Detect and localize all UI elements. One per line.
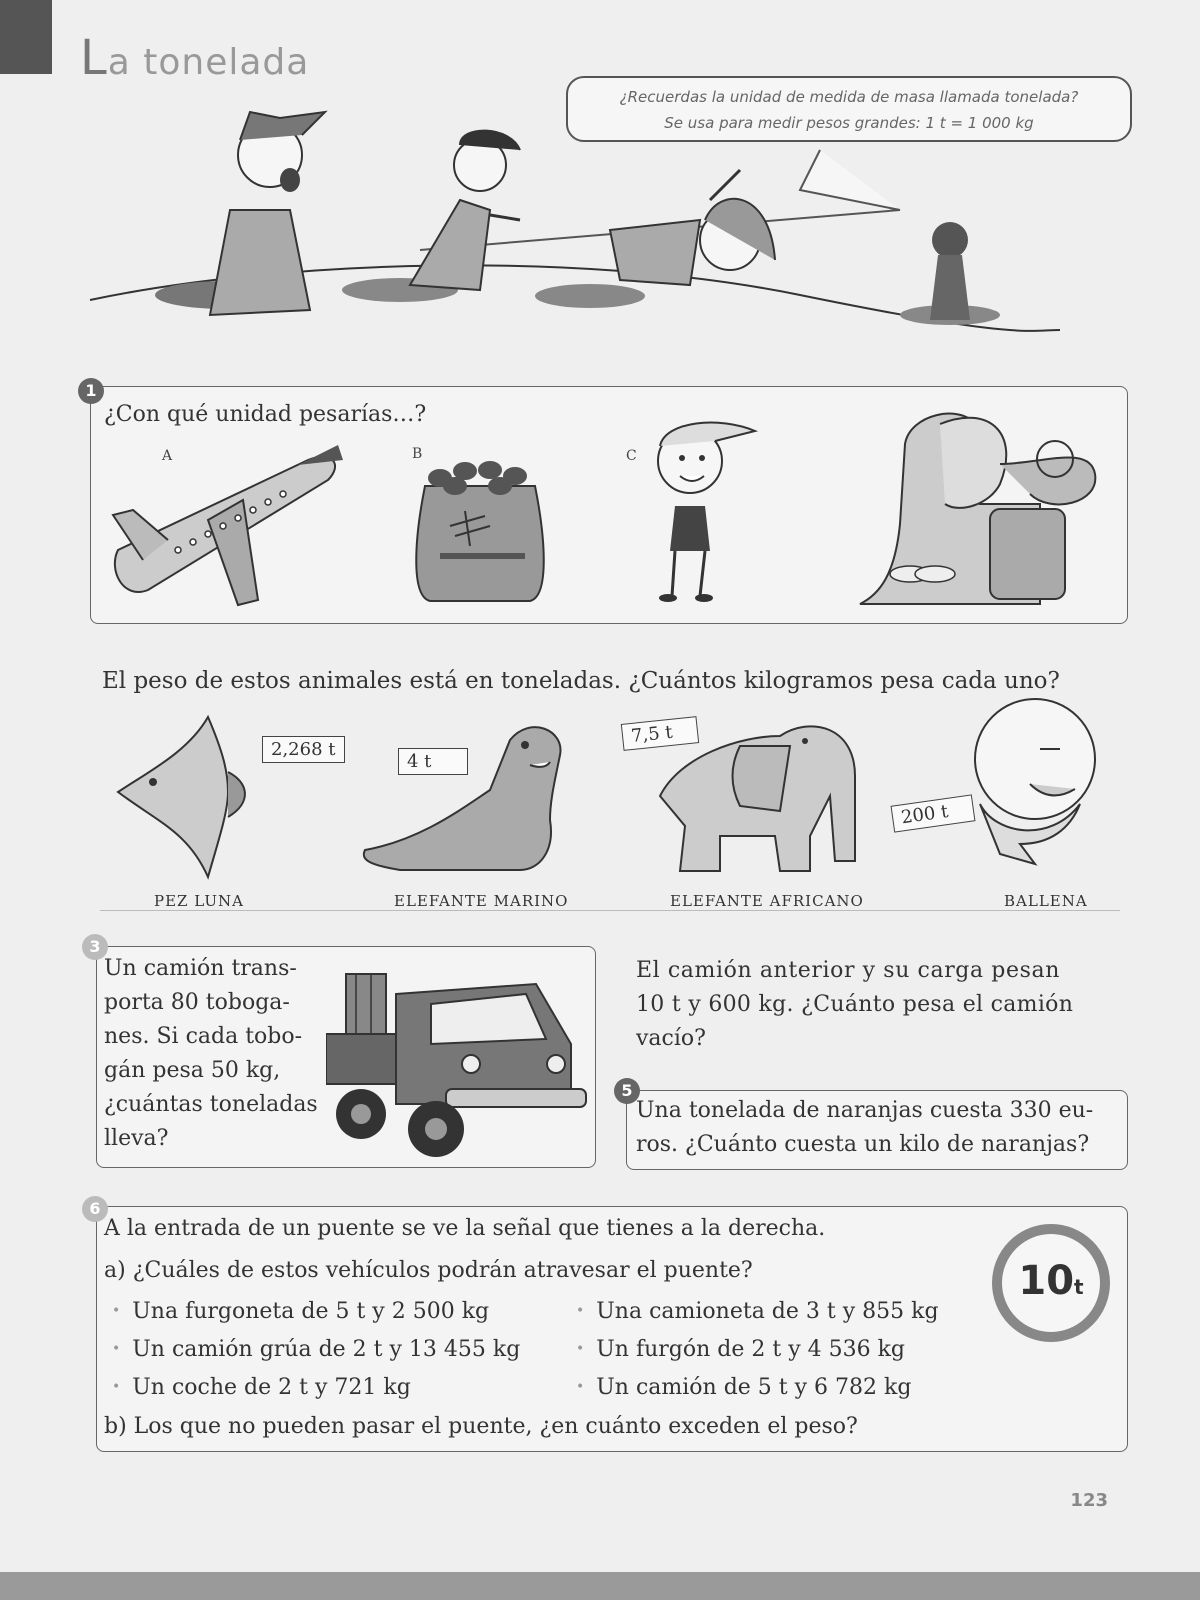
sign-number: 10: [1018, 1258, 1075, 1304]
fallen-girl: [610, 170, 775, 285]
exercise-3-text: [104, 952, 334, 1156]
exercise-6-part-b: b) Los que no pueden pasar el puente, ¿en cuánto exceden el peso?: [104, 1414, 858, 1439]
item-label-a: A: [162, 448, 173, 464]
exercise-1-question: ¿Con qué unidad pesarías…?: [104, 402, 427, 427]
sack-race-illustration: [80, 90, 1100, 350]
animal-name-elefante-africano: ELEFANTE AFRICANO: [670, 892, 864, 910]
page-title-rest: a tonelada: [107, 42, 310, 83]
exercise-5-text: [636, 1094, 1093, 1162]
whale-icon: [960, 694, 1100, 874]
exercise-5-number: 5: [614, 1078, 640, 1104]
exercise-3-line: Un camión trans-: [104, 956, 297, 981]
exercise-4-line: vacío?: [636, 1026, 706, 1051]
page-bottom-edge: [0, 1572, 1200, 1600]
sunfish-icon: [108, 712, 258, 882]
weight-limit-sign: [992, 1224, 1110, 1342]
exercise-4-line: El camión anterior y su carga pesan: [636, 958, 1060, 983]
item-label-b: B: [412, 446, 423, 462]
sign-unit: t: [1074, 1275, 1084, 1299]
exercise-3-line: porta 80 toboga-: [104, 990, 290, 1015]
exercise-4-line: 10 t y 600 kg. ¿Cuánto pesa el camión: [636, 992, 1074, 1017]
corner-tab: [0, 0, 52, 74]
exercise-3-line: ¿cuántas toneladas: [104, 1092, 318, 1117]
elephant-icon: [850, 404, 1120, 614]
exercise-6-intro: A la entrada de un puente se ve la señal que tienes a la derecha.: [104, 1216, 826, 1241]
weight-tag-elefante-africano: 7,5 t: [621, 716, 699, 751]
weight-tag-ballena: 200 t: [891, 794, 976, 832]
vehicle-list-left: [112, 1294, 572, 1408]
exercise-2-question: El peso de estos animales está en toneladas. ¿Cuántos kilogramos pesa cada uno?: [102, 668, 1060, 694]
weight-tag-elefante-marino: 4 t: [398, 748, 468, 775]
page-number: 123: [1070, 1490, 1108, 1511]
section-divider: [100, 910, 1120, 911]
exercise-6-number: 6: [82, 1196, 108, 1222]
page-title-initial: L: [80, 30, 108, 86]
exercise-5-line: ros. ¿Cuánto cuesta un kilo de naranjas?: [636, 1132, 1090, 1157]
vehicle-item: • Una camioneta de 3 t y 855 kg: [576, 1294, 976, 1332]
vehicle-item: • Un coche de 2 t y 721 kg: [112, 1370, 572, 1408]
speech-line-2: Se usa para medir pesos grandes: 1 t = 1 000 kg: [664, 114, 1034, 132]
vehicle-list-right: [576, 1294, 976, 1408]
exercise-4-text: [636, 954, 1112, 1056]
airplane-icon: [108, 440, 348, 610]
exercise-3-line: gán pesa 50 kg,: [104, 1058, 281, 1083]
page-title: [80, 30, 309, 86]
vehicle-item: • Un furgón de 2 t y 4 536 kg: [576, 1332, 976, 1370]
animal-name-pez-luna: PEZ LUNA: [154, 892, 244, 910]
truck-icon: [326, 964, 588, 1164]
animal-name-ballena: BALLENA: [1004, 892, 1088, 910]
exercise-3-line: lleva?: [104, 1126, 169, 1151]
exercise-6-part-a: a) ¿Cuáles de estos vehículos podrán atravesar el puente?: [104, 1258, 753, 1283]
vehicle-item: • Un camión de 5 t y 6 782 kg: [576, 1370, 976, 1408]
distant-runner: [930, 222, 970, 320]
exercise-3-number: 3: [82, 934, 108, 960]
animal-name-elefante-marino: ELEFANTE MARINO: [394, 892, 569, 910]
potato-sack-icon: [410, 456, 550, 606]
weight-tag-pez-luna: 2,268 t: [262, 736, 345, 763]
item-label-c: C: [626, 448, 637, 464]
elephant-seal-icon: [360, 720, 580, 880]
exercise-5-line: Una tonelada de naranjas cuesta 330 eu-: [636, 1098, 1094, 1123]
vehicle-item: • Una furgoneta de 5 t y 2 500 kg: [112, 1294, 572, 1332]
exercise-3-line: nes. Si cada tobo-: [104, 1024, 303, 1049]
exercise-1-number: 1: [78, 378, 104, 404]
speech-line-1: ¿Recuerdas la unidad de medida de masa llamada tonelada?: [619, 88, 1079, 106]
boy-icon: [640, 416, 760, 616]
vehicle-item: • Un camión grúa de 2 t y 13 455 kg: [112, 1332, 572, 1370]
boy-runner-1: [210, 112, 325, 315]
